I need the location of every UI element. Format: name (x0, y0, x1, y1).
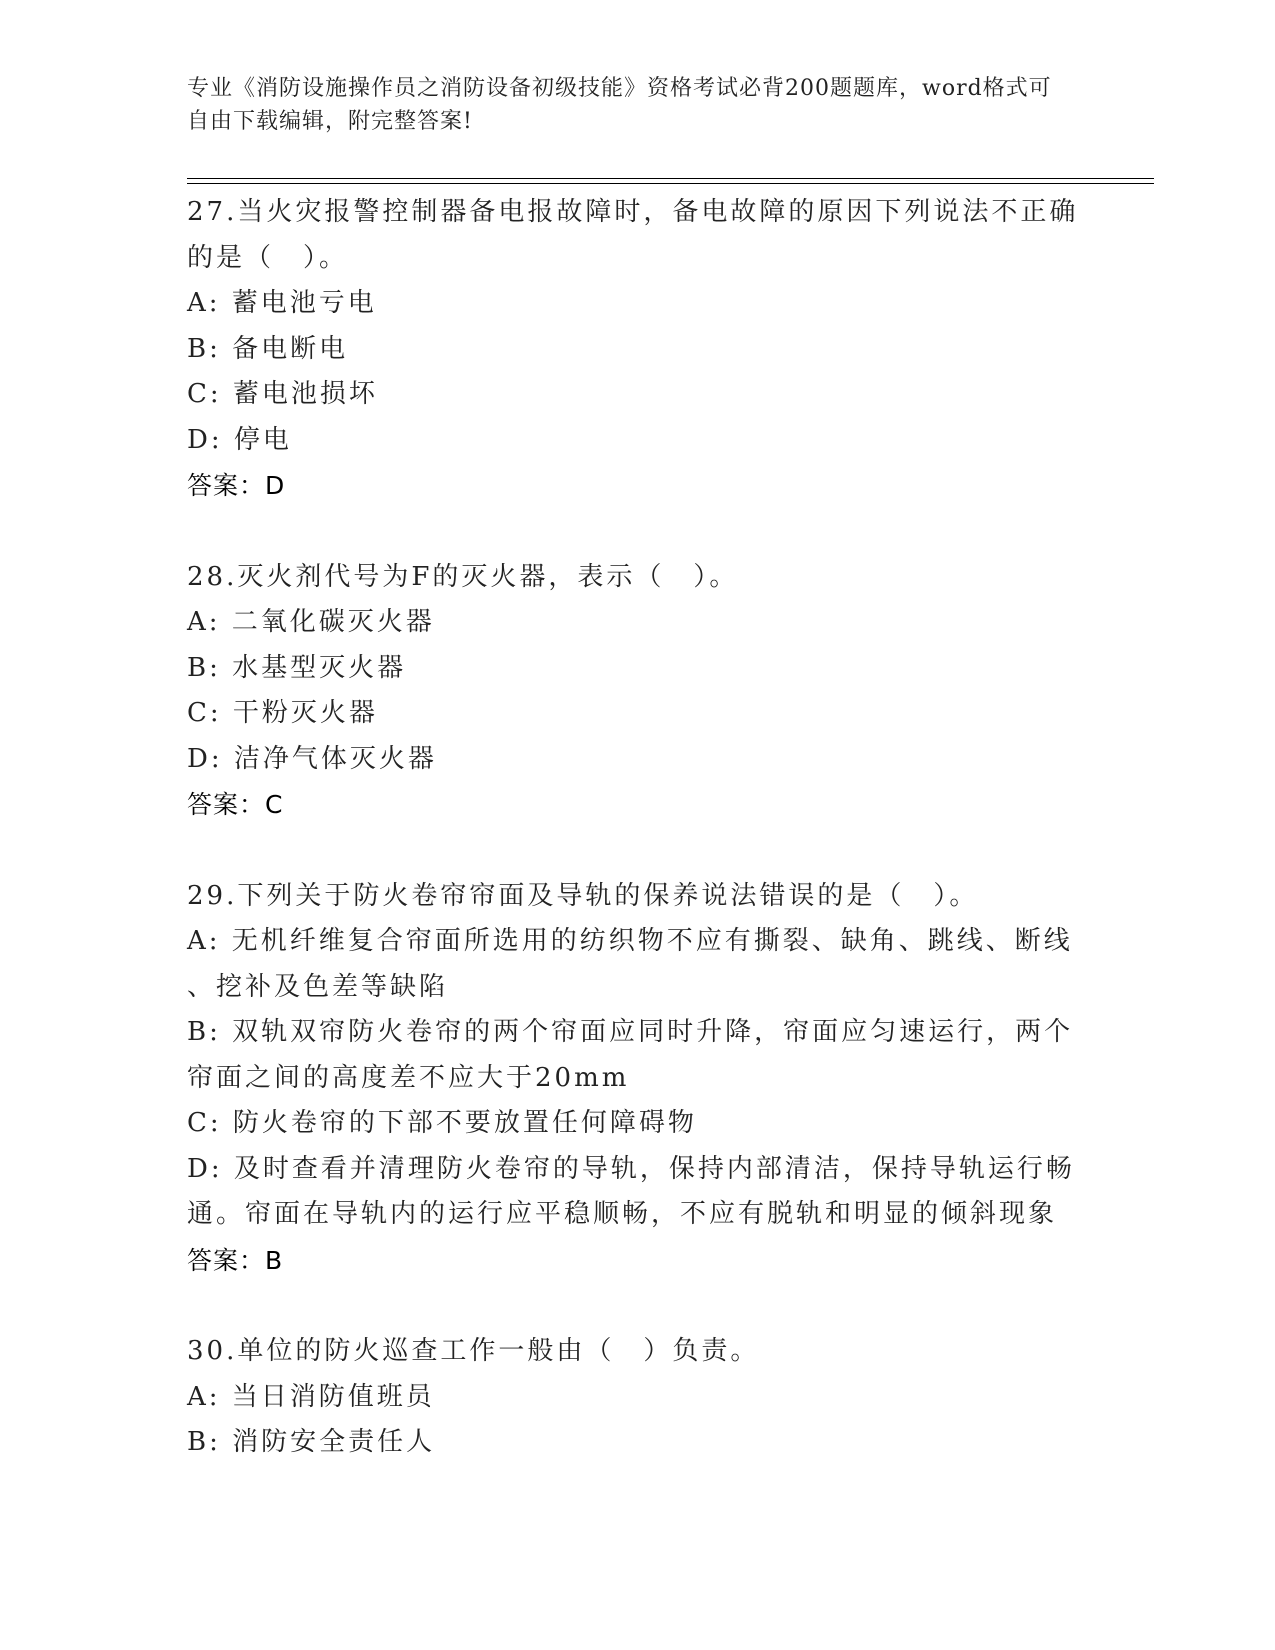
question-29 (187, 874, 1075, 1284)
option-c: C: 蓄电池损坏 (187, 379, 378, 409)
option-a-cont: 、挖补及色差等缺陷 (187, 971, 449, 1002)
option-a: A: 二氧化碳灭火器 (187, 607, 435, 637)
question-text: 28.灭火剂代号为F的灭火器，表示（ ）。 (187, 561, 739, 592)
question-text: 29.下列关于防火卷帘帘面及导轨的保养说法错误的是（ ）。 (187, 880, 979, 911)
option-a: A: 无机纤维复合帘面所选用的纺织物不应有撕裂、缺角、跳线、断线 (187, 926, 1073, 956)
option-b: B: 备电断电 (187, 333, 349, 364)
question-30 (187, 1329, 1067, 1466)
option-b: B: 水基型灭火器 (187, 652, 407, 683)
question-28 (187, 555, 1067, 828)
option-b: B: 消防安全责任人 (187, 1427, 436, 1457)
document-header: 专业《消防设施操作员之消防设备初级技能》资格考试必背200题题库，word格式可自由下载编辑，附完整答案! (187, 76, 1052, 134)
question-27 (187, 190, 1079, 509)
option-d: D: 停电 (187, 424, 292, 455)
question-text: 27.当火灾报警控制器备电报故障时，备电故障的原因下列说法不正确 (187, 197, 1079, 227)
option-c: C: 干粉灭火器 (187, 698, 378, 728)
header-rule-bottom (187, 183, 1154, 184)
answer: 答案：D (187, 471, 286, 500)
question-list (187, 190, 1079, 1466)
option-d: D: 洁净气体灭火器 (187, 743, 437, 774)
answer: 答案：B (187, 1245, 284, 1275)
option-a: A: 蓄电池亏电 (187, 288, 377, 318)
answer: 答案：C (187, 790, 284, 819)
option-d-cont: 通。帘面在导轨内的运行应平稳顺畅，不应有脱轨和明显的倾斜现象 (187, 1199, 1058, 1229)
option-b: B: 双轨双帘防火卷帘的两个帘面应同时升降，帘面应匀速运行，两个 (187, 1017, 1074, 1047)
question-text: 30.单位的防火巡查工作一般由（ ）负责。 (187, 1336, 760, 1366)
option-d: D: 及时查看并清理防火卷帘的导轨，保持内部清洁，保持导轨运行畅 (187, 1153, 1075, 1184)
option-b-cont: 帘面之间的高度差不应大于20mm (187, 1062, 630, 1093)
option-a: A: 当日消防值班员 (187, 1381, 435, 1412)
question-text: 的是（ ）。 (187, 242, 349, 273)
option-c: C: 防火卷帘的下部不要放置任何障碍物 (187, 1108, 697, 1138)
header-rule-top (187, 178, 1154, 179)
